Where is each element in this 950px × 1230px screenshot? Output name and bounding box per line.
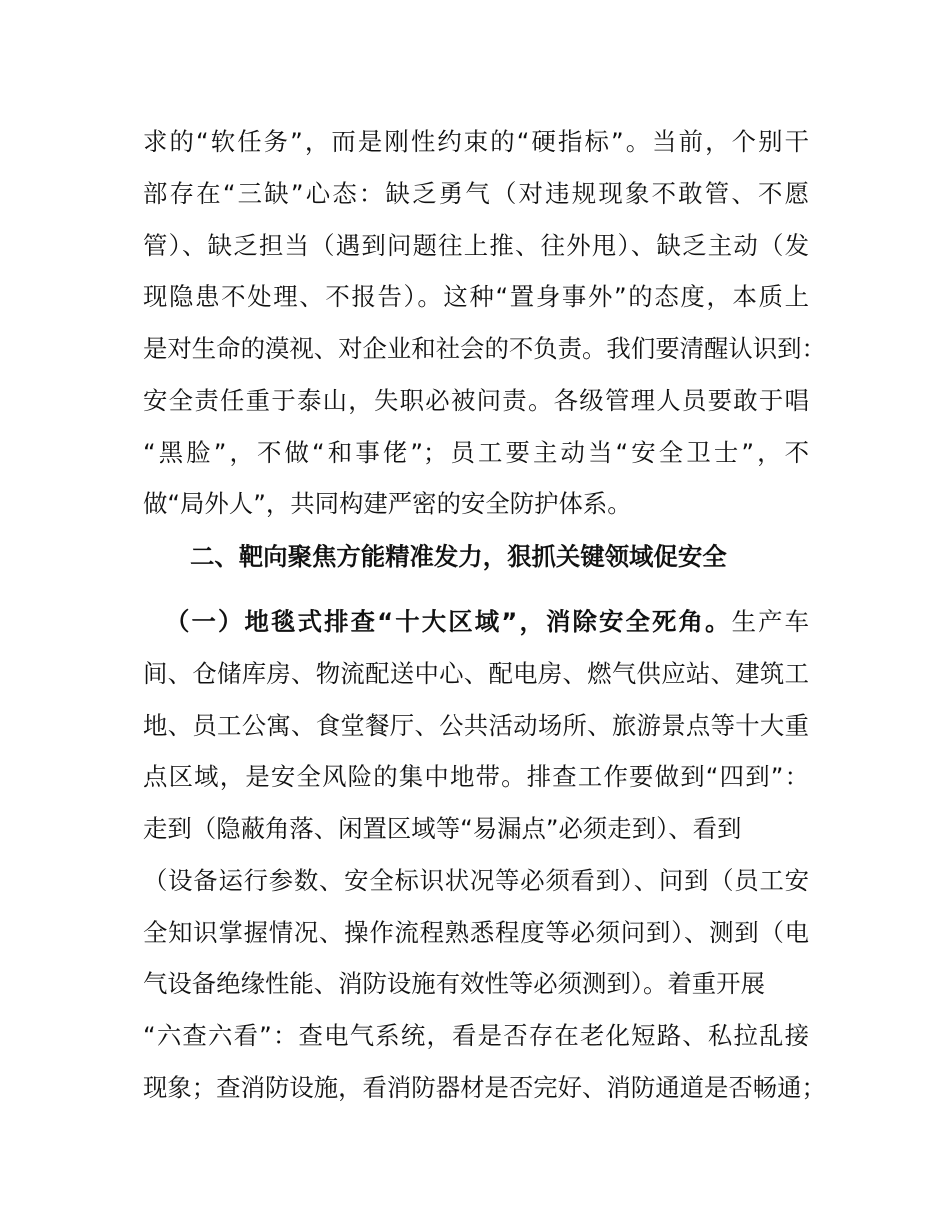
paragraph-responsibility [143,116,826,530]
paragraph-inspection [143,596,826,1114]
text-line: 求的“软任务”，而是刚性约束的“硬指标”。当前，个别干 [143,127,809,156]
text-line: “黑脸”，不做“和事佬”；员工要主动当“安全卫士”，不 [143,437,809,467]
text-line: 做“局外人”，共同构建严密的安全防护体系。 [143,489,632,519]
subsection-title: （一）地毯式排查“十大区域”，消除安全死角。 [165,607,732,636]
text-line-lead [143,596,809,648]
text-span: 生产车 [731,607,809,636]
text-line: 管）、缺乏担当（遇到问题往上推、往外甩）、缺乏主动（发 [143,230,809,260]
text-line: 现隐患不处理、不报告）。这种“置身事外”的态度，本质上 [143,282,809,312]
text-line: 气设备绝缘性能、消防设施有效性等必须测到）。着重开展 [143,969,765,999]
text-line: 走到（隐蔽角落、闲置区域等“易漏点”必须走到）、看到 [143,814,742,843]
section-heading: 二、靶向聚焦方能精准发力，狠抓关键领域促安全 [190,542,727,571]
text-line: 现象；查消防设施，看消防器材是否完好、消防通道是否畅通； [143,1072,826,1102]
text-line: 安全责任重于泰山，失职必被问责。各级管理人员要敢于唱 [143,385,809,415]
text-line: 间、仓储库房、物流配送中心、配电房、燃气供应站、建筑工 [143,658,809,688]
text-line: 部存在“三缺”心态：缺乏勇气（对违规现象不敢管、不愿 [143,178,809,208]
text-line: 点区域，是安全风险的集中地带。排查工作要做到“四到”： [143,762,809,792]
text-line: 全知识掌握情况、操作流程熟悉程度等必须问到）、测到（电 [143,917,809,947]
text-line: “六查六看”：查电气系统，看是否存在老化短路、私拉乱接 [143,1021,809,1050]
text-line: 地、员工公寓、食堂餐厅、公共活动场所、旅游景点等十大重 [143,710,809,740]
text-line: （设备运行参数、安全标识状况等必须看到）、问到（员工安 [143,865,809,895]
text-line: 是对生命的漠视、对企业和社会的不负责。我们要清醒认识到： [143,334,826,363]
